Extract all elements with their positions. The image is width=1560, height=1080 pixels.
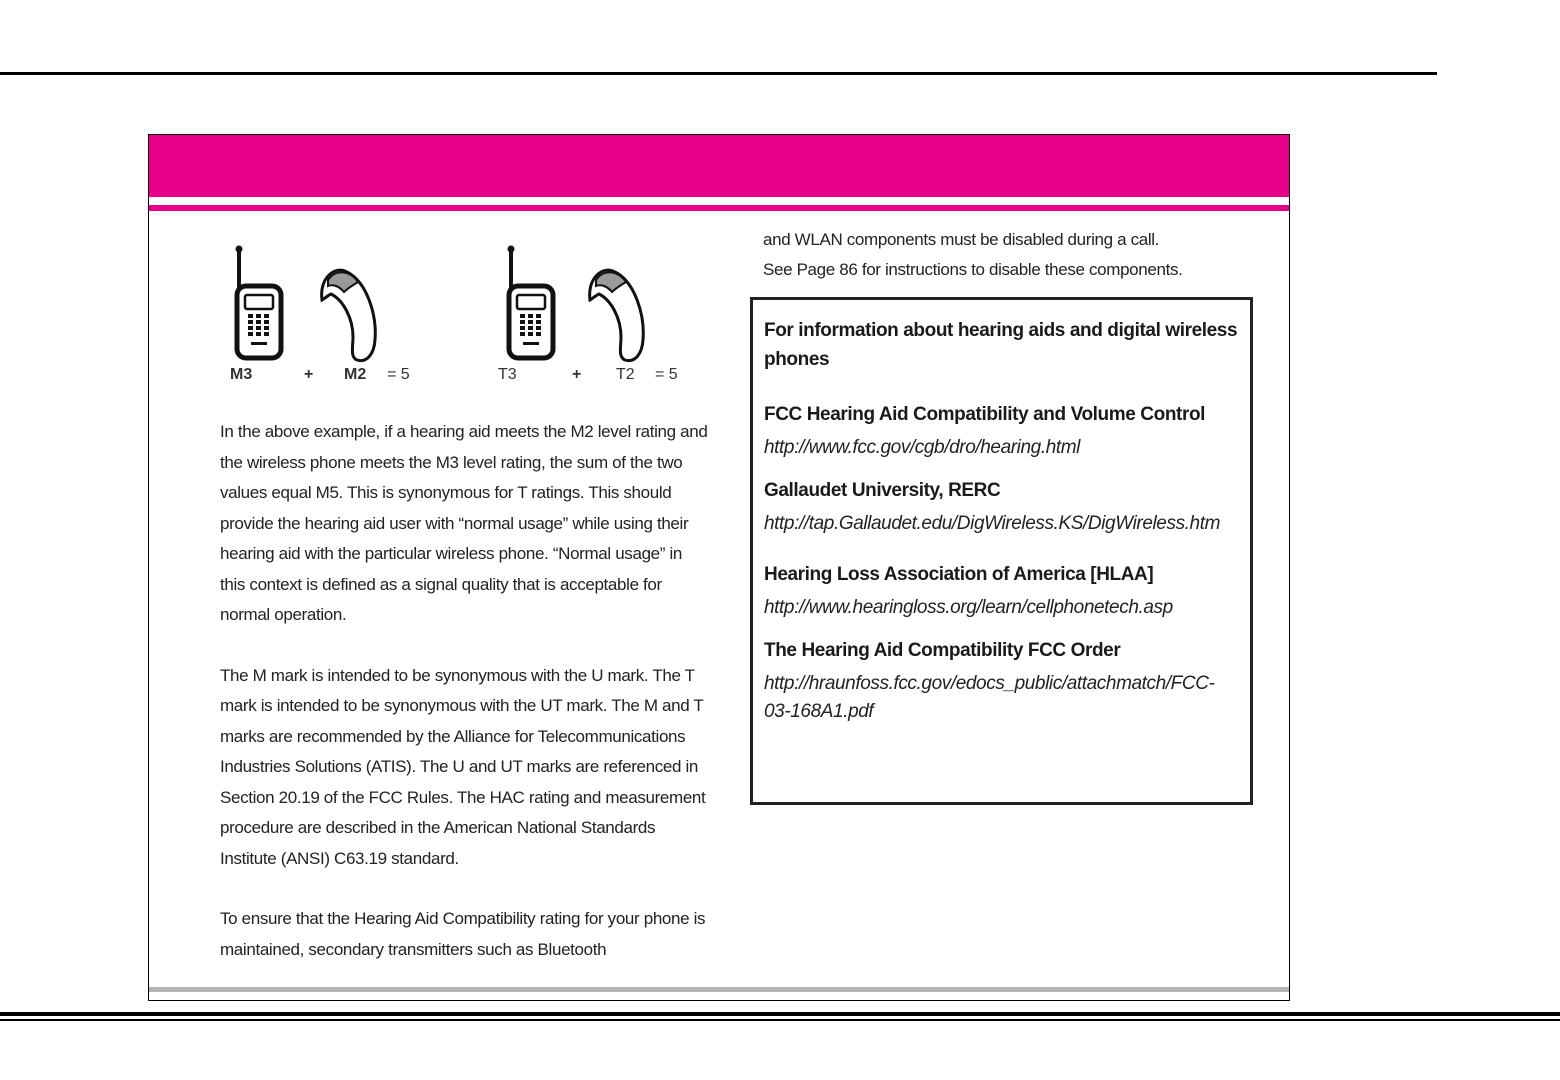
resource-url[interactable]: http://www.fcc.gov/cgb/dro/hearing.html [764, 437, 1081, 458]
header-band [149, 135, 1289, 197]
phone-rating-label: M3 [230, 366, 253, 383]
hearing-aid-icon [322, 270, 376, 360]
resource-title: Gallaudet University, RERC [764, 480, 1001, 501]
header-accent-line [149, 205, 1289, 211]
resource-title: Hearing Loss Association of America [HLAA] [764, 564, 1154, 585]
continuation-line: See Page 86 for instructions to disable these components. [763, 260, 1183, 279]
left-column [220, 417, 710, 995]
resources-heading: For information about hearing aids and digital wireless phones [764, 320, 1238, 370]
sum-label: = 5 [387, 366, 410, 383]
hearing-aid-icon [590, 270, 644, 360]
phone-icon [508, 246, 554, 359]
phone-rating-label: T3 [498, 366, 517, 383]
resource-entry [764, 400, 1239, 462]
body-paragraph: To ensure that the Hearing Aid Compatibility rating for your phone is maintained, secondary transmitters such as Bluetooth [220, 909, 706, 959]
body-paragraph: The M mark is intended to be synonymous with the U mark. The T mark is intended to be synonymous with the UT mark. The M and T marks are recommended by the Alliance for Telecommunications Industries Solutions (ATIS). The U and UT marks are referenced in Section 20.19 of the FCC Rules. The HAC rating and measurement procedure are described in the American National Standards Institute (ANSI) C63.19 standard. [220, 665, 706, 868]
right-column-continuation [763, 225, 1223, 285]
resource-title: FCC Hearing Aid Compatibility and Volume Control [764, 404, 1206, 425]
rating-example-illustration [227, 240, 717, 390]
hearing-aid-resources-box [750, 297, 1253, 805]
top-rule [0, 72, 1437, 75]
phone-icon [236, 246, 282, 359]
aid-rating-label: T2 [616, 366, 635, 383]
rating-example-figure [227, 240, 717, 390]
bottom-rule [0, 1019, 1560, 1021]
plus-sign: + [572, 366, 582, 383]
aid-rating-label: M2 [344, 366, 367, 383]
resource-entry [764, 636, 1239, 726]
page-frame [148, 134, 1290, 1001]
sum-label: = 5 [655, 366, 678, 383]
resource-entry [764, 560, 1239, 622]
resource-url[interactable]: http://hraunfoss.fcc.gov/edocs_public/attachmatch/FCC-03-168A1.pdf [764, 673, 1215, 722]
bottom-rule [0, 1012, 1560, 1016]
resource-title: The Hearing Aid Compatibility FCC Order [764, 640, 1121, 661]
resource-url[interactable]: http://www.hearingloss.org/learn/cellphonetech.asp [764, 597, 1173, 618]
resource-entry [764, 476, 1239, 538]
continuation-line: and WLAN components must be disabled during a call. [763, 230, 1160, 249]
resource-url[interactable]: http://tap.Gallaudet.edu/DigWireless.KS/DigWireless.htm [764, 513, 1221, 534]
plus-sign: + [304, 366, 314, 383]
body-paragraph: In the above example, if a hearing aid meets the M2 level rating and the wireless phone meets the M3 level rating, the sum of the two values equal M5. This is synonymous for T ratings. This should provide the hearing aid user with “normal usage” while using their hearing aid with the particular wireless phone. “Normal usage” in this context is defined as a signal quality that is acceptable for normal operation. [220, 422, 708, 624]
footer-bar [149, 987, 1289, 992]
